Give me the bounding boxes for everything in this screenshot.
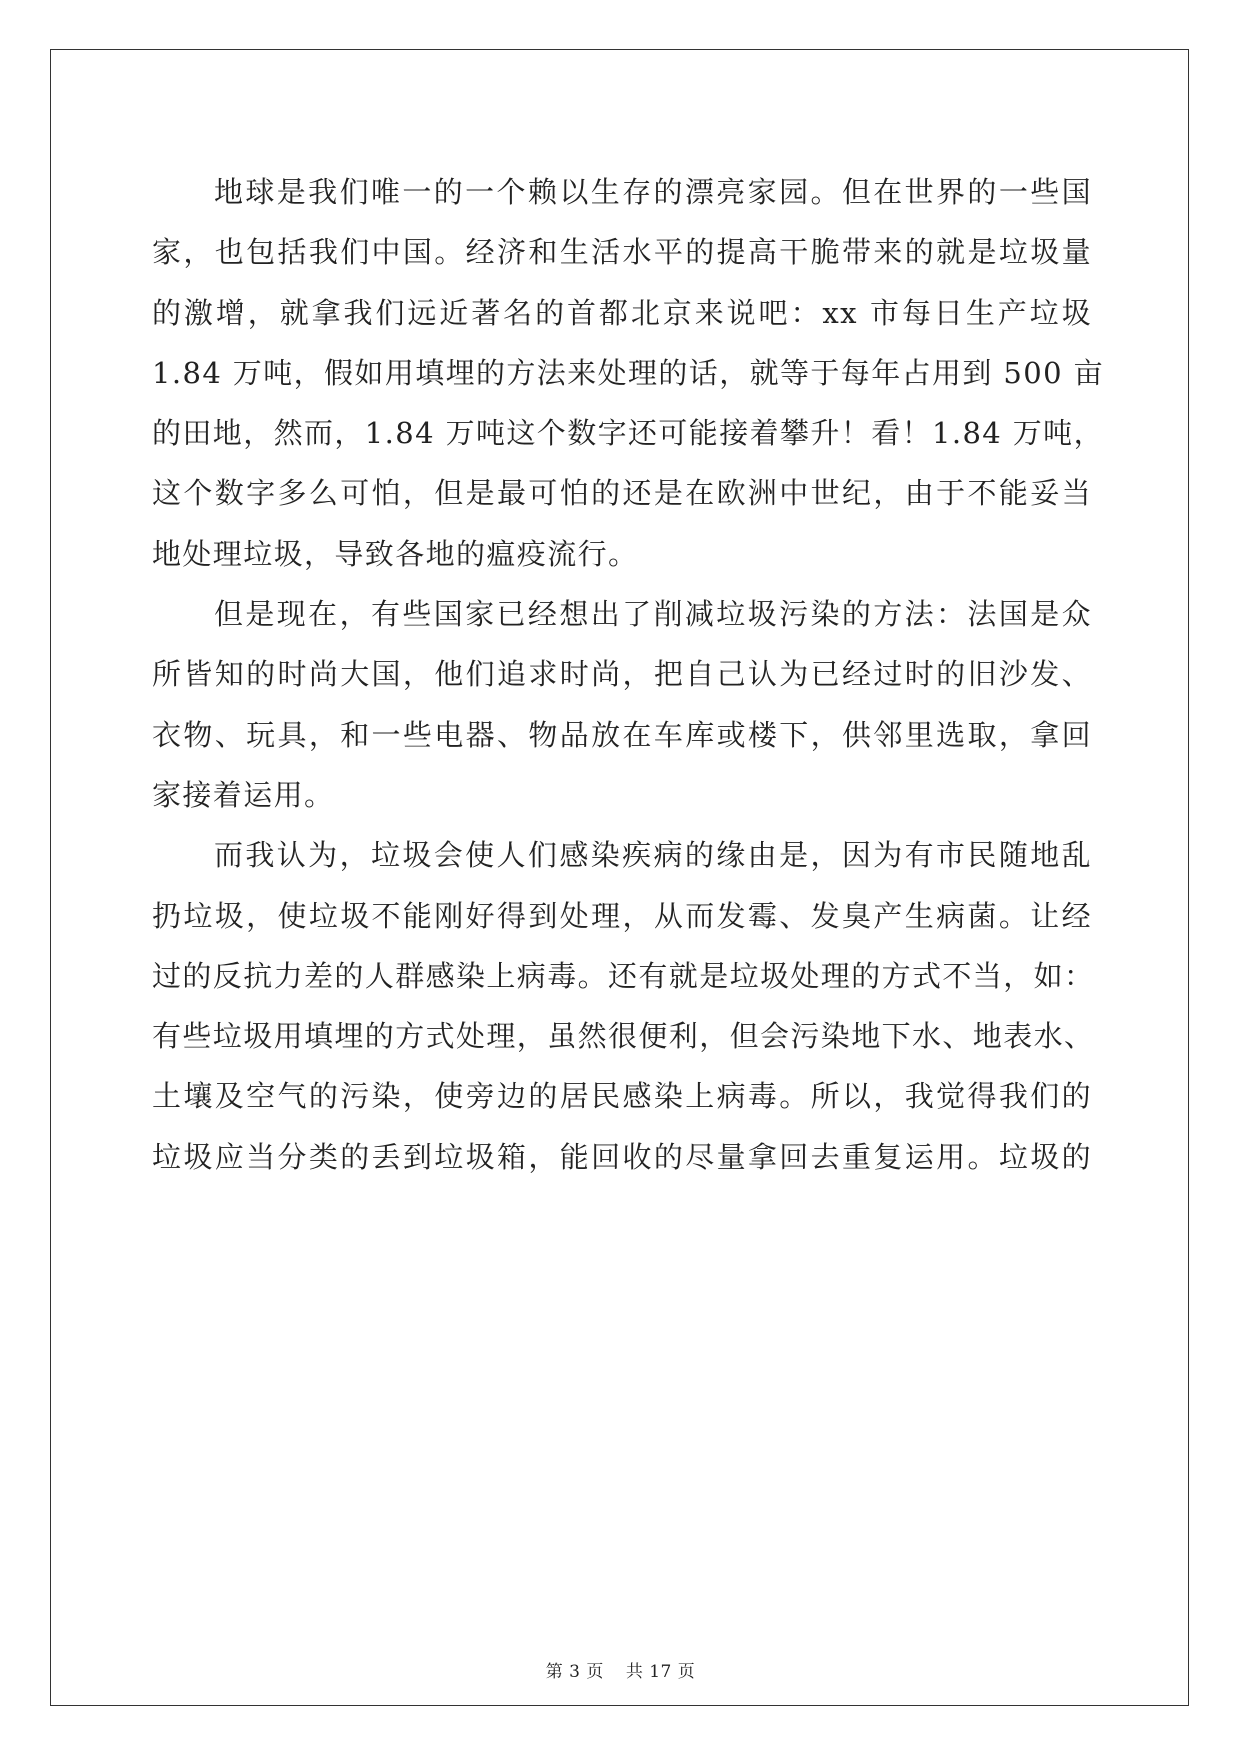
- text-line: 而我认为，垃圾会使人们感染疾病的缘由是，因为有市民随地乱: [214, 838, 1092, 873]
- page-footer: [0, 1657, 1241, 1682]
- text-line: 的田地，然而，1.84 万吨这个数字还可能接着攀升！看！1.84 万吨，: [152, 416, 1104, 451]
- text-line: 扔垃圾，使垃圾不能刚好得到处理，从而发霉、发臭产生病菌。让经: [152, 898, 1092, 933]
- text-line: 所皆知的时尚大国，他们追求时尚，把自己认为已经过时的旧沙发、: [152, 657, 1092, 692]
- page-total: 共 17 页: [625, 1662, 696, 1682]
- text-line: 1.84 万吨，假如用填埋的方法来处理的话，就等于每年占用到 500 亩: [152, 355, 1104, 390]
- text-line: 过的反抗力差的人群感染上病毒。还有就是垃圾处理的方式不当，如：: [152, 958, 1095, 993]
- text-line: 这个数字多么可怕，但是最可怕的还是在欧洲中世纪，由于不能妥当: [152, 476, 1092, 511]
- page-number: 第 3 页: [545, 1662, 604, 1682]
- text-line: 家，也包括我们中国。经济和生活水平的提高干脆带来的就是垃圾量: [152, 235, 1092, 270]
- text-line: 地球是我们唯一的一个赖以生存的漂亮家园。但在世界的一些国: [214, 175, 1092, 209]
- text-line: 的激增，就拿我们远近著名的首都北京来说吧：xx 市每日生产垃圾: [152, 295, 1092, 330]
- document-body: [152, 162, 1104, 1187]
- text-line: 衣物、玩具，和一些电器、物品放在车库或楼下，供邻里选取，拿回: [152, 717, 1092, 752]
- text-line: 地处理垃圾，导致各地的瘟疫流行。: [152, 536, 639, 571]
- text-line: 垃圾应当分类的丢到垃圾箱，能回收的尽量拿回去重复运用。垃圾的: [152, 1139, 1092, 1174]
- text-line: 有些垃圾用填埋的方式处理，虽然很便利，但会污染地下水、地表水、: [152, 1019, 1095, 1054]
- text-line: 家接着运用。: [152, 777, 335, 812]
- text-line: 但是现在，有些国家已经想出了削减垃圾污染的方法：法国是众: [214, 597, 1092, 632]
- text-line: 土壤及空气的污染，使旁边的居民感染上病毒。所以，我觉得我们的: [152, 1079, 1092, 1114]
